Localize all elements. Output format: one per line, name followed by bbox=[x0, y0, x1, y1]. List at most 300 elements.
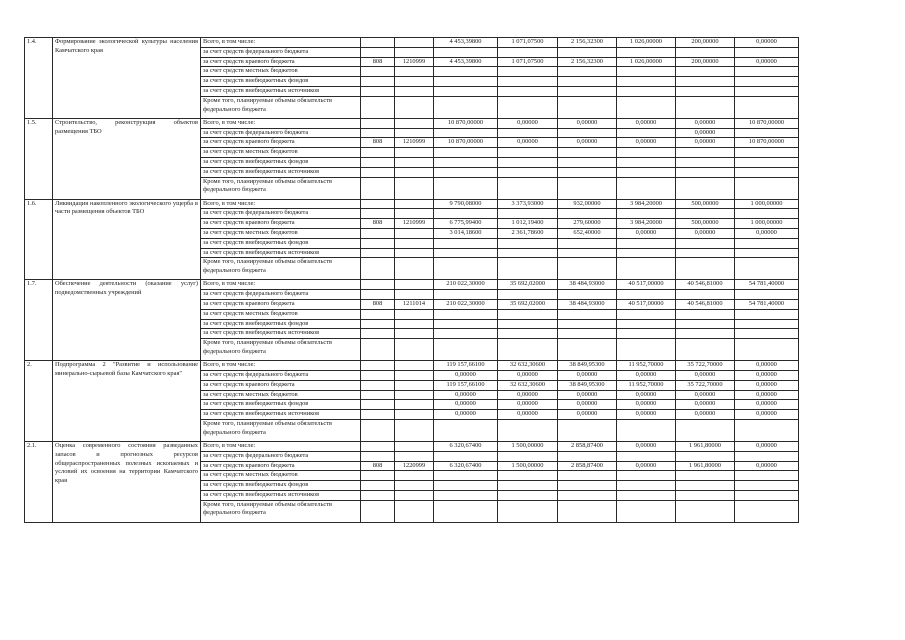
value-year bbox=[617, 309, 676, 319]
value-total bbox=[434, 96, 498, 118]
value-year bbox=[676, 238, 735, 248]
table-row bbox=[25, 441, 799, 451]
value-year: 0,00000 bbox=[735, 410, 799, 420]
budget-code bbox=[361, 471, 395, 481]
value-total bbox=[434, 290, 498, 300]
target-code: 1210999 bbox=[395, 57, 434, 67]
value-year: 0,00000 bbox=[558, 138, 617, 148]
target-code bbox=[395, 96, 434, 118]
value-year bbox=[498, 419, 558, 441]
value-year: 0,00000 bbox=[617, 118, 676, 128]
value-total: 9 790,08000 bbox=[434, 199, 498, 209]
funding-source: Всего, в том числе: bbox=[201, 441, 361, 451]
activity-name: Обеспечение деятельности (оказание услуг) подведомственных учреждений bbox=[53, 280, 201, 361]
target-code bbox=[395, 248, 434, 258]
value-total: 210 022,30000 bbox=[434, 280, 498, 290]
funding-source: за счет средств краевого бюджета bbox=[201, 57, 361, 67]
target-code: 1220999 bbox=[395, 461, 434, 471]
value-year: 652,40000 bbox=[558, 228, 617, 238]
value-year: 3 984,20000 bbox=[617, 199, 676, 209]
value-year bbox=[558, 47, 617, 57]
value-year bbox=[735, 67, 799, 77]
funding-source: Кроме того, планируемые объемы обязательств федерального бюджета bbox=[201, 258, 361, 280]
value-year bbox=[735, 309, 799, 319]
value-year bbox=[558, 500, 617, 522]
row-number: 1.4. bbox=[25, 38, 53, 119]
value-year bbox=[558, 451, 617, 461]
value-year: 10 870,00000 bbox=[735, 138, 799, 148]
value-year bbox=[498, 157, 558, 167]
value-year: 40 546,81000 bbox=[676, 299, 735, 309]
value-total bbox=[434, 248, 498, 258]
budget-code bbox=[361, 167, 395, 177]
value-year bbox=[735, 209, 799, 219]
value-year: 2 156,32300 bbox=[558, 38, 617, 48]
value-year bbox=[676, 471, 735, 481]
funding-source: за счет средств федерального бюджета bbox=[201, 370, 361, 380]
funding-source: Кроме того, планируемые объемы обязательств федерального бюджета bbox=[201, 177, 361, 199]
value-year: 3 373,93000 bbox=[498, 199, 558, 209]
value-year bbox=[558, 319, 617, 329]
value-year: 0,00000 bbox=[498, 118, 558, 128]
budget-code: 808 bbox=[361, 219, 395, 229]
funding-source: за счет средств федерального бюджета bbox=[201, 451, 361, 461]
value-year: 0,00000 bbox=[735, 228, 799, 238]
value-year bbox=[558, 128, 617, 138]
value-total bbox=[434, 167, 498, 177]
value-year bbox=[617, 258, 676, 280]
budget-code bbox=[361, 339, 395, 361]
budget-code bbox=[361, 96, 395, 118]
funding-source: Всего, в том числе: bbox=[201, 38, 361, 48]
budget-code bbox=[361, 290, 395, 300]
target-code bbox=[395, 419, 434, 441]
funding-source: за счет средств внебюджетных источников bbox=[201, 86, 361, 96]
value-year bbox=[676, 309, 735, 319]
target-code bbox=[395, 258, 434, 280]
funding-source: за счет средств внебюджетных фондов bbox=[201, 481, 361, 491]
row-number: 1.6. bbox=[25, 199, 53, 280]
budget-code bbox=[361, 490, 395, 500]
funding-source: за счет средств краевого бюджета bbox=[201, 380, 361, 390]
value-year: 2 858,87400 bbox=[558, 441, 617, 451]
value-year bbox=[558, 177, 617, 199]
funding-source: за счет средств местных бюджетов bbox=[201, 228, 361, 238]
value-total bbox=[434, 419, 498, 441]
value-year bbox=[735, 96, 799, 118]
target-code bbox=[395, 157, 434, 167]
value-year bbox=[617, 67, 676, 77]
value-total: 6 320,67400 bbox=[434, 461, 498, 471]
value-year bbox=[558, 248, 617, 258]
funding-source: за счет средств краевого бюджета bbox=[201, 299, 361, 309]
value-year bbox=[498, 451, 558, 461]
value-year bbox=[498, 167, 558, 177]
value-year bbox=[735, 248, 799, 258]
funding-source: за счет средств внебюджетных фондов bbox=[201, 319, 361, 329]
value-year: 0,00000 bbox=[558, 390, 617, 400]
funding-source: за счет средств федерального бюджета bbox=[201, 128, 361, 138]
value-year: 0,00000 bbox=[676, 370, 735, 380]
budget-code bbox=[361, 481, 395, 491]
value-total: 0,00000 bbox=[434, 410, 498, 420]
value-year: 0,00000 bbox=[735, 441, 799, 451]
value-year bbox=[676, 451, 735, 461]
value-total bbox=[434, 490, 498, 500]
value-year bbox=[676, 500, 735, 522]
value-year bbox=[498, 290, 558, 300]
budget-code bbox=[361, 38, 395, 48]
funding-source: Всего, в том числе: bbox=[201, 361, 361, 371]
budget-code bbox=[361, 419, 395, 441]
value-year: 0,00000 bbox=[676, 138, 735, 148]
budget-code bbox=[361, 410, 395, 420]
value-total: 4 453,39800 bbox=[434, 57, 498, 67]
value-total: 210 022,30000 bbox=[434, 299, 498, 309]
funding-source: за счет средств внебюджетных источников bbox=[201, 167, 361, 177]
value-year: 0,00000 bbox=[735, 57, 799, 67]
value-year bbox=[735, 290, 799, 300]
target-code bbox=[395, 128, 434, 138]
target-code bbox=[395, 329, 434, 339]
value-year bbox=[498, 248, 558, 258]
target-code bbox=[395, 177, 434, 199]
value-year bbox=[617, 47, 676, 57]
budget-code bbox=[361, 309, 395, 319]
target-code bbox=[395, 441, 434, 451]
value-year bbox=[617, 86, 676, 96]
budget-code bbox=[361, 500, 395, 522]
value-total: 3 014,18600 bbox=[434, 228, 498, 238]
target-code bbox=[395, 86, 434, 96]
value-year: 35 722,70000 bbox=[676, 380, 735, 390]
target-code bbox=[395, 471, 434, 481]
target-code bbox=[395, 209, 434, 219]
value-total: 0,00000 bbox=[434, 370, 498, 380]
value-year bbox=[617, 290, 676, 300]
value-year: 0,00000 bbox=[735, 380, 799, 390]
value-year: 0,00000 bbox=[676, 390, 735, 400]
value-year: 0,00000 bbox=[617, 390, 676, 400]
value-year bbox=[617, 209, 676, 219]
target-code bbox=[395, 148, 434, 158]
value-year bbox=[735, 157, 799, 167]
target-code bbox=[395, 481, 434, 491]
target-code bbox=[395, 451, 434, 461]
value-year: 2 156,32300 bbox=[558, 57, 617, 67]
value-year: 0,00000 bbox=[498, 138, 558, 148]
value-year bbox=[558, 329, 617, 339]
value-year: 1 071,07500 bbox=[498, 57, 558, 67]
value-year: 0,00000 bbox=[498, 370, 558, 380]
value-year: 40 517,00000 bbox=[617, 299, 676, 309]
table-row bbox=[25, 361, 799, 371]
value-year bbox=[617, 177, 676, 199]
value-year: 0,00000 bbox=[617, 441, 676, 451]
budget-code bbox=[361, 380, 395, 390]
target-code bbox=[395, 77, 434, 87]
target-code bbox=[395, 47, 434, 57]
budget-code bbox=[361, 319, 395, 329]
value-year: 1 500,00000 bbox=[498, 461, 558, 471]
value-year: 0,00000 bbox=[498, 400, 558, 410]
value-year bbox=[498, 128, 558, 138]
activity-name: Ликвидация накопленного экологического ущерба в части размещения объектов ТБО bbox=[53, 199, 201, 280]
budget-code bbox=[361, 177, 395, 199]
value-year bbox=[676, 47, 735, 57]
budget-code bbox=[361, 157, 395, 167]
value-year bbox=[735, 481, 799, 491]
funding-source: за счет средств местных бюджетов bbox=[201, 390, 361, 400]
value-year: 932,00000 bbox=[558, 199, 617, 209]
funding-source: за счет средств внебюджетных фондов bbox=[201, 157, 361, 167]
funding-source: за счет средств местных бюджетов bbox=[201, 148, 361, 158]
value-total: 6 320,67400 bbox=[434, 441, 498, 451]
value-year: 0,00000 bbox=[498, 390, 558, 400]
value-year bbox=[498, 471, 558, 481]
value-year: 32 632,30600 bbox=[498, 380, 558, 390]
budget-code bbox=[361, 128, 395, 138]
value-year: 0,00000 bbox=[735, 390, 799, 400]
budget-code bbox=[361, 258, 395, 280]
budget-code bbox=[361, 248, 395, 258]
value-total: 0,00000 bbox=[434, 390, 498, 400]
value-year: 0,00000 bbox=[617, 410, 676, 420]
target-code bbox=[395, 167, 434, 177]
value-total bbox=[434, 451, 498, 461]
value-total: 119 157,66100 bbox=[434, 361, 498, 371]
value-year bbox=[676, 258, 735, 280]
value-year bbox=[558, 77, 617, 87]
value-total bbox=[434, 500, 498, 522]
value-total: 4 453,39800 bbox=[434, 38, 498, 48]
target-code bbox=[395, 380, 434, 390]
funding-source: за счет средств внебюджетных фондов bbox=[201, 238, 361, 248]
value-year bbox=[617, 248, 676, 258]
budget-code bbox=[361, 238, 395, 248]
value-year bbox=[676, 248, 735, 258]
value-year bbox=[498, 319, 558, 329]
value-year: 0,00000 bbox=[558, 410, 617, 420]
budget-code bbox=[361, 280, 395, 290]
funding-source: за счет средств краевого бюджета bbox=[201, 461, 361, 471]
value-total bbox=[434, 177, 498, 199]
value-total: 0,00000 bbox=[434, 400, 498, 410]
value-year bbox=[676, 490, 735, 500]
value-year bbox=[498, 177, 558, 199]
value-year bbox=[735, 47, 799, 57]
value-year bbox=[735, 419, 799, 441]
value-year: 35 692,02000 bbox=[498, 280, 558, 290]
activity-name: Формирование экологической культуры населения Камчатского края bbox=[53, 38, 201, 119]
value-year: 54 781,40000 bbox=[735, 299, 799, 309]
value-year: 1 000,00000 bbox=[735, 219, 799, 229]
value-year: 0,00000 bbox=[617, 228, 676, 238]
table-row bbox=[25, 280, 799, 290]
value-year: 1 012,19400 bbox=[498, 219, 558, 229]
funding-source: за счет средств федерального бюджета bbox=[201, 209, 361, 219]
value-total bbox=[434, 148, 498, 158]
value-total bbox=[434, 258, 498, 280]
value-year: 40 517,00000 bbox=[617, 280, 676, 290]
value-year: 0,00000 bbox=[735, 38, 799, 48]
activity-name: Подпрограмма 2 "Развитие и использование минерально-сырьевой базы Камчатского края" bbox=[53, 361, 201, 442]
value-year bbox=[735, 77, 799, 87]
value-year bbox=[617, 481, 676, 491]
value-year bbox=[617, 339, 676, 361]
activity-name: Строительство, реконструкция объектов размещения ТБО bbox=[53, 118, 201, 199]
value-year bbox=[498, 500, 558, 522]
target-code bbox=[395, 280, 434, 290]
value-year bbox=[617, 451, 676, 461]
target-code bbox=[395, 490, 434, 500]
value-year: 38 849,95300 bbox=[558, 380, 617, 390]
budget-code: 808 bbox=[361, 299, 395, 309]
value-year bbox=[558, 67, 617, 77]
value-year bbox=[498, 490, 558, 500]
value-year bbox=[735, 451, 799, 461]
value-year bbox=[676, 419, 735, 441]
value-year bbox=[676, 177, 735, 199]
value-year: 0,00000 bbox=[617, 461, 676, 471]
value-year bbox=[676, 96, 735, 118]
value-year: 0,00000 bbox=[735, 361, 799, 371]
value-year bbox=[735, 167, 799, 177]
value-year bbox=[617, 319, 676, 329]
funding-source: Кроме того, планируемые объемы обязательств федерального бюджета bbox=[201, 96, 361, 118]
value-year: 32 632,30600 bbox=[498, 361, 558, 371]
target-code bbox=[395, 290, 434, 300]
value-year: 500,00000 bbox=[676, 219, 735, 229]
budget-code bbox=[361, 400, 395, 410]
funding-source: за счет средств местных бюджетов bbox=[201, 309, 361, 319]
budget-code bbox=[361, 451, 395, 461]
value-year bbox=[498, 47, 558, 57]
value-year bbox=[735, 258, 799, 280]
value-year bbox=[498, 77, 558, 87]
value-year bbox=[617, 490, 676, 500]
value-year bbox=[617, 77, 676, 87]
value-year: 1 026,00000 bbox=[617, 38, 676, 48]
value-year bbox=[558, 258, 617, 280]
funding-source: Всего, в том числе: bbox=[201, 118, 361, 128]
value-year bbox=[676, 67, 735, 77]
value-year bbox=[498, 209, 558, 219]
target-code bbox=[395, 319, 434, 329]
value-year bbox=[676, 481, 735, 491]
value-total bbox=[434, 319, 498, 329]
budget-code bbox=[361, 118, 395, 128]
value-year: 1 026,00000 bbox=[617, 57, 676, 67]
value-year bbox=[498, 86, 558, 96]
target-code bbox=[395, 390, 434, 400]
value-year bbox=[617, 167, 676, 177]
value-year: 0,00000 bbox=[617, 400, 676, 410]
target-code: 1210999 bbox=[395, 219, 434, 229]
budget-code bbox=[361, 329, 395, 339]
value-year bbox=[735, 128, 799, 138]
funding-source: Кроме того, планируемые объемы обязательств федерального бюджета bbox=[201, 500, 361, 522]
value-year bbox=[617, 157, 676, 167]
row-number: 2. bbox=[25, 361, 53, 442]
value-year: 35 692,02000 bbox=[498, 299, 558, 309]
value-year: 1 961,80000 bbox=[676, 461, 735, 471]
budget-code bbox=[361, 441, 395, 451]
value-total bbox=[434, 47, 498, 57]
value-total bbox=[434, 86, 498, 96]
value-year bbox=[558, 481, 617, 491]
value-total bbox=[434, 339, 498, 361]
value-year: 1 500,00000 bbox=[498, 441, 558, 451]
value-year bbox=[735, 500, 799, 522]
funding-source: Кроме того, планируемые объемы обязательств федерального бюджета bbox=[201, 419, 361, 441]
funding-source: за счет средств внебюджетных источников bbox=[201, 329, 361, 339]
funding-source: за счет средств внебюджетных фондов bbox=[201, 77, 361, 87]
value-year bbox=[617, 148, 676, 158]
value-year bbox=[676, 157, 735, 167]
value-year: 38 484,93000 bbox=[558, 299, 617, 309]
value-year bbox=[558, 309, 617, 319]
value-year: 10 870,00000 bbox=[735, 118, 799, 128]
value-year bbox=[558, 490, 617, 500]
value-year: 0,00000 bbox=[676, 228, 735, 238]
table-row bbox=[25, 118, 799, 128]
value-year bbox=[676, 86, 735, 96]
budget-code bbox=[361, 67, 395, 77]
value-year: 279,60000 bbox=[558, 219, 617, 229]
funding-source: за счет средств внебюджетных источников bbox=[201, 490, 361, 500]
value-year bbox=[558, 96, 617, 118]
value-year: 0,00000 bbox=[617, 370, 676, 380]
value-year bbox=[498, 258, 558, 280]
budget-code bbox=[361, 47, 395, 57]
row-number: 1.7. bbox=[25, 280, 53, 361]
value-year bbox=[498, 481, 558, 491]
value-year bbox=[558, 339, 617, 361]
value-year bbox=[558, 419, 617, 441]
target-code bbox=[395, 410, 434, 420]
value-total: 10 870,00000 bbox=[434, 118, 498, 128]
target-code bbox=[395, 361, 434, 371]
table-row bbox=[25, 38, 799, 48]
value-year bbox=[498, 67, 558, 77]
value-year: 0,00000 bbox=[676, 128, 735, 138]
value-year: 54 781,40000 bbox=[735, 280, 799, 290]
value-year: 1 961,80000 bbox=[676, 441, 735, 451]
value-year: 0,00000 bbox=[676, 400, 735, 410]
value-total: 6 775,99400 bbox=[434, 219, 498, 229]
value-total bbox=[434, 238, 498, 248]
value-total bbox=[434, 67, 498, 77]
value-total: 10 870,00000 bbox=[434, 138, 498, 148]
value-total bbox=[434, 209, 498, 219]
value-year bbox=[735, 319, 799, 329]
target-code bbox=[395, 309, 434, 319]
funding-source: за счет средств внебюджетных источников bbox=[201, 248, 361, 258]
value-year bbox=[617, 128, 676, 138]
funding-source: за счет средств федерального бюджета bbox=[201, 47, 361, 57]
value-year bbox=[676, 290, 735, 300]
target-code bbox=[395, 500, 434, 522]
funding-source: за счет средств краевого бюджета bbox=[201, 219, 361, 229]
value-year bbox=[617, 471, 676, 481]
value-year bbox=[676, 148, 735, 158]
budget-code bbox=[361, 370, 395, 380]
value-year: 0,00000 bbox=[676, 118, 735, 128]
target-code bbox=[395, 370, 434, 380]
funding-source: за счет средств внебюджетных источников bbox=[201, 410, 361, 420]
value-year bbox=[498, 309, 558, 319]
